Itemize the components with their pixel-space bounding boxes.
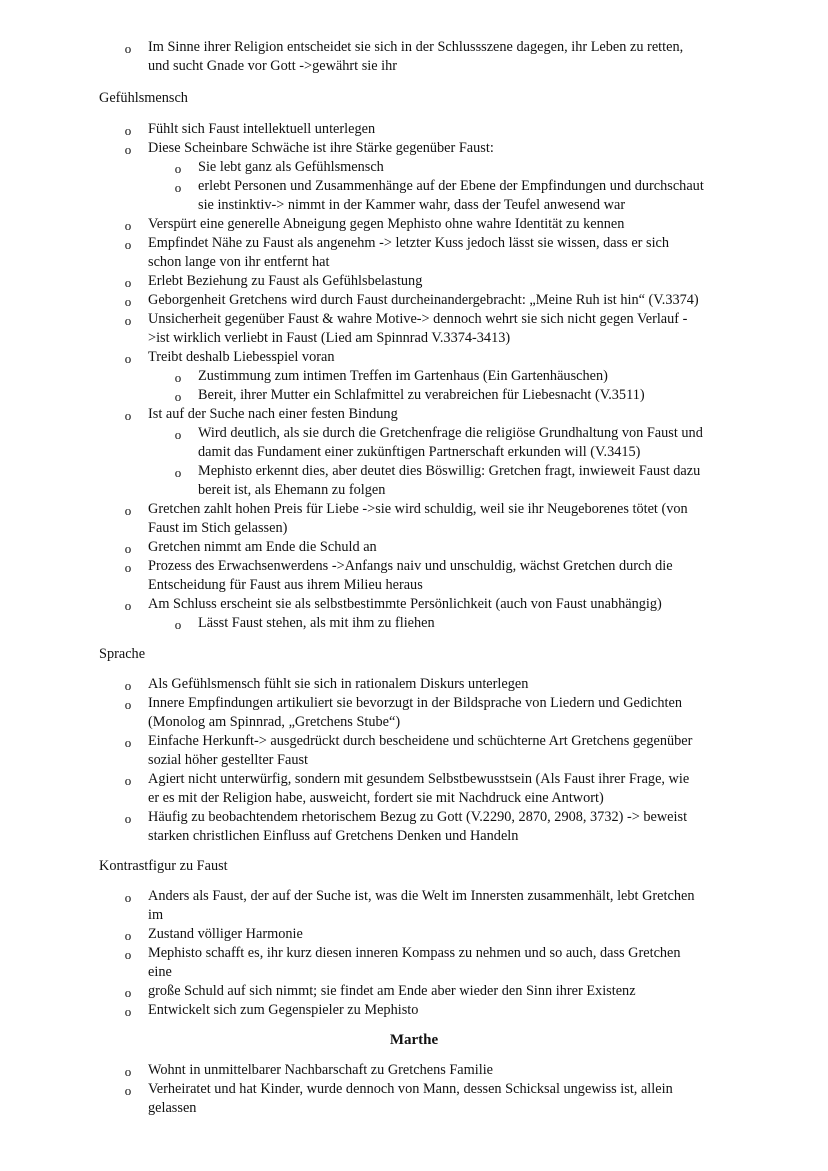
bullet-icon: o	[124, 294, 132, 309]
bullet-icon: o	[124, 408, 132, 423]
list-item-text: Im Sinne ihrer Religion entscheidet sie sich in der Schlussszene dagegen, ihr Leben zu retten,	[148, 39, 684, 55]
bullet-icon: o	[174, 465, 182, 480]
list-item-text: Am Schluss erscheint sie als selbstbestimmte Persönlichkeit (auch von Faust unabhängig)	[148, 596, 662, 612]
list-item-text: sozial höher gestellter Faust	[148, 752, 309, 768]
section-heading: Gefühlsmensch	[99, 90, 188, 106]
bullet-icon: o	[124, 142, 132, 157]
bullet-icon: o	[174, 427, 182, 442]
bullet-icon: o	[124, 541, 132, 556]
list-item-text: Entscheidung für Faust aus ihrem Milieu heraus	[148, 577, 423, 593]
list-item-text: und sucht Gnade vor Gott ->gewährt sie ihr	[148, 58, 398, 74]
list-item-text: Verheiratet und hat Kinder, wurde dennoch von Mann, dessen Schicksal ungewiss ist, allein	[148, 1081, 673, 1097]
bullet-icon: o	[124, 947, 132, 962]
bullet-icon: o	[174, 617, 182, 632]
list-item-text: Mephisto schafft es, ihr kurz diesen inneren Kompass zu nehmen und so auch, dass Gretchen	[148, 945, 681, 961]
list-item-text: Ist auf der Suche nach einer festen Bindung	[148, 406, 398, 422]
bullet-icon: o	[124, 985, 132, 1000]
bullet-icon: o	[124, 237, 132, 252]
sub-list-item-text: bereit ist, als Ehemann zu folgen	[198, 482, 386, 498]
list-item-text: gelassen	[148, 1100, 197, 1116]
section-heading: Kontrastfigur zu Faust	[99, 858, 228, 874]
list-item-text: eine	[148, 964, 172, 980]
bullet-icon: o	[124, 313, 132, 328]
list-item-text: Entwickelt sich zum Gegenspieler zu Mephisto	[148, 1002, 419, 1018]
bullet-icon: o	[124, 598, 132, 613]
bullet-icon: o	[174, 389, 182, 404]
section-title: Marthe	[389, 1032, 439, 1048]
bullet-icon: o	[124, 123, 132, 138]
list-item-text: Wohnt in unmittelbarer Nachbarschaft zu Gretchens Familie	[148, 1062, 494, 1078]
sub-list-item-text: Bereit, ihrer Mutter ein Schlafmittel zu verabreichen für Liebesnacht (V.3511)	[198, 387, 645, 403]
list-item-text: Treibt deshalb Liebesspiel voran	[148, 349, 335, 365]
list-item-text: Fühlt sich Faust intellektuell unterlegen	[148, 121, 376, 137]
bullet-icon: o	[124, 275, 132, 290]
list-item-text: Empfindet Nähe zu Faust als angenehm -> letzter Kuss jedoch lässt sie wissen, dass er sich	[148, 235, 670, 251]
list-item-text: Häufig zu beobachtendem rhetorischem Bezug zu Gott (V.2290, 2870, 2908, 3732) -> beweist	[148, 809, 688, 825]
sub-list-item-text: Wird deutlich, als sie durch die Gretchenfrage die religiöse Grundhaltung von Faust und	[198, 425, 703, 441]
sub-list-item-text: sie instinktiv-> nimmt in der Kammer wahr, dass der Teufel anwesend war	[198, 197, 626, 213]
list-item-text: im	[148, 907, 164, 923]
bullet-icon: o	[124, 735, 132, 750]
list-item-text: Geborgenheit Gretchens wird durch Faust durcheinandergebracht: „Meine Ruh ist hin“ (V.3374)	[148, 292, 699, 308]
list-item-text: schon lange von ihr entfernt hat	[148, 254, 330, 270]
list-item-text: Prozess des Erwachsenwerdens ->Anfangs naiv und unschuldig, wächst Gretchen durch die	[148, 558, 673, 574]
list-item-text: er es mit der Religion habe, ausweicht, fordert sie mit Nachdruck eine Antwort)	[148, 790, 604, 806]
list-item-text: Faust im Stich gelassen)	[148, 520, 288, 536]
bullet-icon: o	[124, 890, 132, 905]
list-item-text: starken christlichen Einfluss auf Gretchens Denken und Handeln	[148, 828, 519, 844]
list-item-text: große Schuld auf sich nimmt; sie findet am Ende aber wieder den Sinn ihrer Existenz	[148, 983, 636, 999]
list-item-text: Unsicherheit gegenüber Faust & wahre Motive-> dennoch wehrt sie sich nicht gegen Verlauf -	[148, 311, 688, 327]
sub-list-item-text: erlebt Personen und Zusammenhänge auf der Ebene der Empfindungen und durchschaut	[198, 178, 704, 194]
list-item-text: (Monolog am Spinnrad, „Gretchens Stube“)	[148, 714, 401, 730]
bullet-icon: o	[124, 678, 132, 693]
list-item-text: Innere Empfindungen artikuliert sie bevorzugt in der Bildsprache von Liedern und Gedichten	[148, 695, 682, 711]
list-item-text: Als Gefühlsmensch fühlt sie sich in rationalem Diskurs unterlegen	[148, 676, 529, 692]
bullet-icon: o	[174, 161, 182, 176]
list-item-text: Gretchen nimmt am Ende die Schuld an	[148, 539, 377, 555]
sub-list-item-text: Lässt Faust stehen, als mit ihm zu fliehen	[198, 615, 435, 631]
bullet-icon: o	[124, 503, 132, 518]
sub-list-item-text: Sie lebt ganz als Gefühlsmensch	[198, 159, 384, 175]
bullet-icon: o	[124, 41, 132, 56]
list-item-text: Anders als Faust, der auf der Suche ist, was die Welt im Innersten zusammenhält, lebt Gretchen	[148, 888, 695, 904]
list-item-text: Gretchen zahlt hohen Preis für Liebe ->sie wird schuldig, weil sie ihr Neugeborenes tötet (von	[148, 501, 688, 517]
sub-list-item-text: damit das Fundament einer zukünftigen Partnerschaft erkunden will (V.3415)	[198, 444, 641, 460]
sub-list-item-text: Zustimmung zum intimen Treffen im Gartenhaus (Ein Gartenhäuschen)	[198, 368, 608, 384]
bullet-icon: o	[124, 1064, 132, 1079]
bullet-icon: o	[124, 1004, 132, 1019]
list-item-text: Verspürt eine generelle Abneigung gegen Mephisto ohne wahre Identität zu kennen	[148, 216, 625, 232]
list-item-text: Erlebt Beziehung zu Faust als Gefühlsbelastung	[148, 273, 423, 289]
list-item-text: Einfache Herkunft-> ausgedrückt durch bescheidene und schüchterne Art Gretchens gegenüber	[148, 733, 693, 749]
section-heading: Sprache	[99, 646, 146, 662]
bullet-icon: o	[124, 560, 132, 575]
bullet-icon: o	[124, 773, 132, 788]
sub-list-item-text: Mephisto erkennt dies, aber deutet dies Böswillig: Gretchen fragt, inwieweit Faust dazu	[198, 463, 701, 479]
bullet-icon: o	[174, 180, 182, 195]
list-item-text: Zustand völliger Harmonie	[148, 926, 303, 942]
bullet-icon: o	[124, 1083, 132, 1098]
list-item-text: >ist wirklich verliebt in Faust (Lied am Spinnrad V.3374-3413)	[148, 330, 511, 346]
list-item-text: Diese Scheinbare Schwäche ist ihre Stärke gegenüber Faust:	[148, 140, 494, 156]
bullet-icon: o	[124, 928, 132, 943]
bullet-icon: o	[174, 370, 182, 385]
bullet-icon: o	[124, 351, 132, 366]
bullet-icon: o	[124, 218, 132, 233]
bullet-icon: o	[124, 697, 132, 712]
list-item-text: Agiert nicht unterwürfig, sondern mit gesundem Selbstbewusstsein (Als Faust ihrer Frage, wie	[148, 771, 690, 787]
bullet-icon: o	[124, 811, 132, 826]
